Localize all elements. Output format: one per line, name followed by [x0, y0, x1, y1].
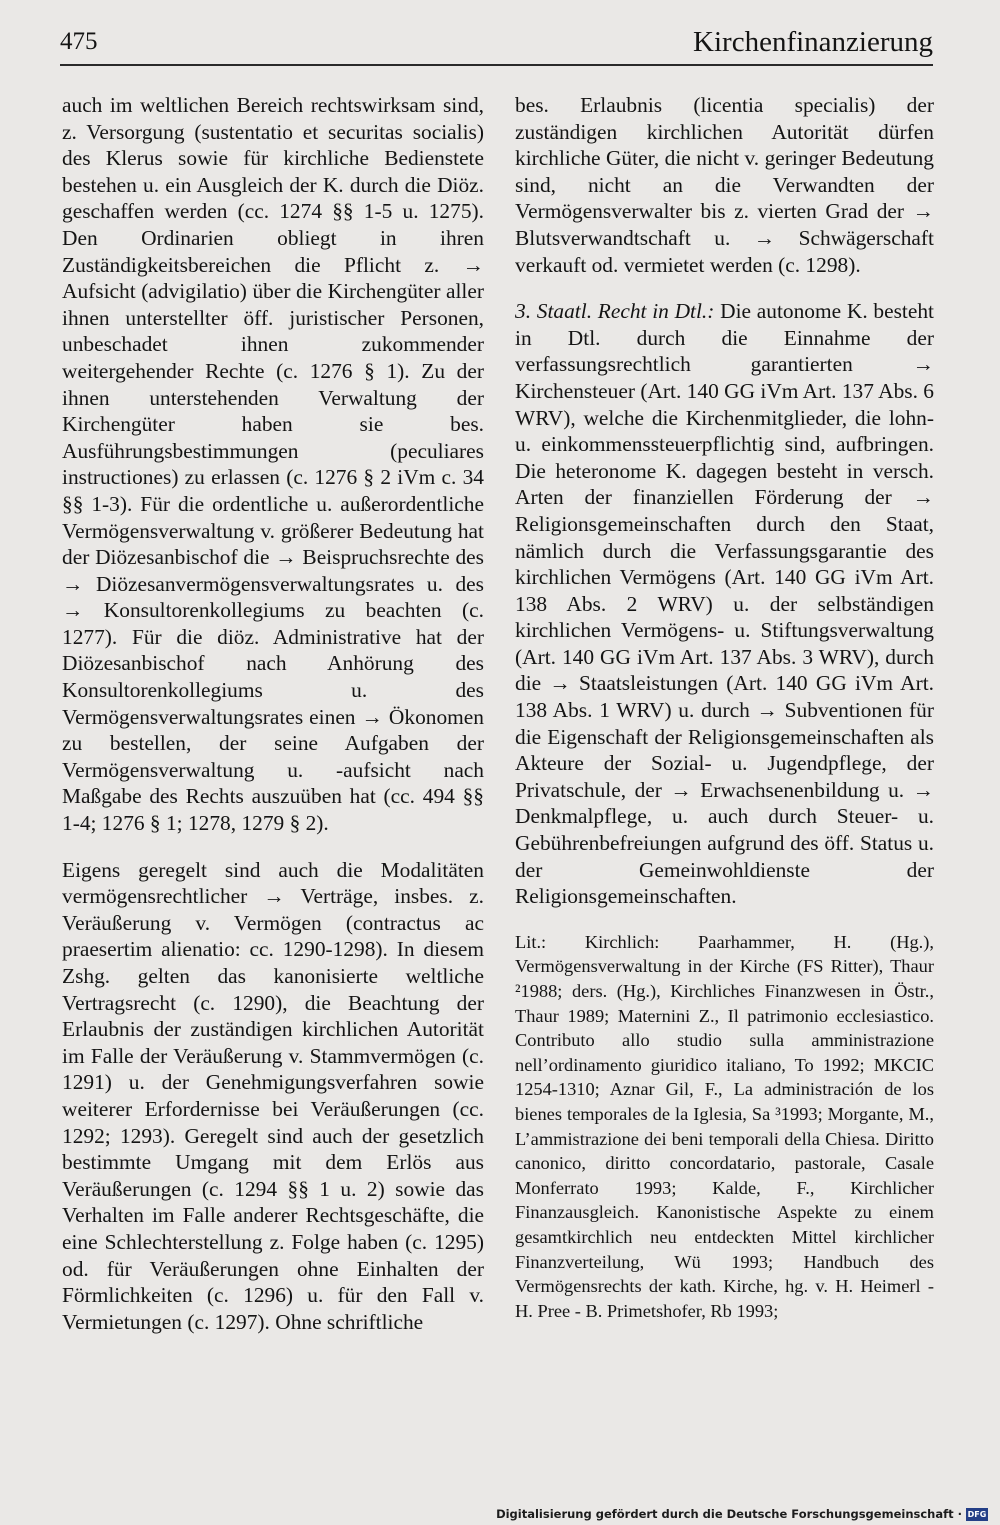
section-heading: 3. Staatl. Recht in Dtl.: [515, 299, 715, 324]
left-column [62, 92, 484, 1335]
paragraph: Eigens geregelt sind auch die Modalitäten vermögensrechtlicher → Verträge, insbes. z. Veräußerung v. Vermögen (contractus ac praesertim alienatio: cc. 1290-1298). In diesem Zshg. gelten das kanonisierte weltliche Vertragsrecht (c. 1290), die Beachtung der Erlaubnis der zuständigen kirchlichen Autorität im Falle der Veräußerung v. Stammvermögen (c. 1291) u. der Genehmigungsverfahren sowie weiterer Erfordernisse bei Veräußerungen (cc. 1292; 1293). Geregelt sind auch der gesetzlich bestimmte Umgang mit dem Erlös aus Veräußerungen (c. 1294 §§ 1 u. 2) sowie das Verhalten im Falle anderer Rechtsgeschäfte, die eine Schlechterstellung z. Folge haben (c. 1295) od. für Veräußerungen ohne Einhalten der Förmlichkeiten (c. 1296) u. für den Fall v. Vermietungen (c. 1297). Ohne schriftliche [62, 857, 484, 1334]
literature-block [515, 930, 934, 1324]
paragraph: auch im weltlichen Bereich rechtswirksam sind, z. Versorgung (sustentatio et securitas socialis) des Klerus sowie für kirchliche Bedienstete bestehen u. ein Ausgleich der K. durch die Diöz. geschaffen werden (cc. 1274 §§ 1-5 u. 1275). Den Ordinarien obliegt in ihren Zuständigkeitsbereichen die Pflicht z. → Aufsicht (advigilatio) über die Kirchengüter aller ihnen unterstellter öff. juristischer Personen, unbeschadet ihnen zukommender weitergehender Rechte (c. 1276 § 1). Zu der ihnen unterstehenden Verwaltung der Kirchengüter haben sie bes. Ausführungsbestimmungen (peculiares instructiones) zu erlassen (c. 1276 § 2 iVm c. 34 §§ 1-3). Für die ordentliche u. außerordentliche Vermögensverwaltung v. größerer Bedeutung hat der Diözesanbischof die → Beispruchsrechte des → Diözesanvermögensverwaltungsrates u. des → Konsultorenkollegiums zu beachten (c. 1277). Für die diöz. Administrative hat der Diözesanbischof nach Anhörung des Konsultorenkollegiums u. des Vermögensverwaltungsrates einen → Ökonomen zu bestellen, der seine Aufgaben der Vermögensverwaltung u. -aufsicht nach Maßgabe des Rechts auszuüben hat (cc. 494 §§ 1-4; 1276 § 1; 1278, 1279 § 2). [62, 93, 484, 836]
section-text: Die autonome K. besteht in Dtl. durch die Einnahme der verfassungsrechtlich garantierten → Kirchensteuer (Art. 140 GG iVm Art. 137 Abs. 6 WRV), welche die Kirchenmitglieder, die lohn- u. einkommenssteuerpflichtig sind, aufbringen. Die heteronome K. dagegen besteht in versch. Arten der finanziellen Förderung der → Religionsgemeinschaften durch den Staat, nämlich durch die Verfassungsgarantie des kirchlichen Vermögens (Art. 140 GG iVm Art. 138 Abs. 2 WRV) u. der selbständigen kirchlichen Vermögens- u. Stiftungsverwaltung (Art. 140 GG iVm Art. 137 Abs. 3 WRV), durch die → Staatsleistungen (Art. 140 GG iVm Art. 138 Abs. 1 WRV) u. durch → Subventionen für die Eigenschaft der Religionsgemeinschaften als Akteure der Sozial- u. Jugendpflege, der Privatschule, der → Erwachsenenbildung u. → Denkmalpflege, u. auch durch Steuer- u. Gebührenbefreiungen aufgrund des öff. Status u. der Gemeinwohldienste der Religionsgemeinschaften. [515, 299, 934, 909]
digitization-footer [496, 1506, 988, 1522]
page-header [60, 26, 933, 66]
paragraph: bes. Erlaubnis (licentia specialis) der zuständigen kirchlichen Autorität dürfen kirchliche Güter, die nicht v. geringer Bedeutung sind, nicht an die Verwandten der Vermögensverwalter bis z. vierten Grad der → Blutsverwandtschaft u. → Schwägerschaft verkauft od. vermietet werden (c. 1298). [515, 93, 934, 277]
digitization-credit: Digitalisierung gefördert durch die Deutsche Forschungsgemeinschaft · [496, 1507, 962, 1521]
right-column [515, 92, 934, 1323]
literature-list: Lit.: Kirchlich: Paarhammer, H. (Hg.), Vermögensverwaltung in der Kirche (FS Ritter), Thaur ²1988; ders. (Hg.), Kirchliches Finanzwesen in Östr., Thaur 1989; Maternini Z., Il patrimonio ecclesiastico. Contributo allo studio sulla amministrazione nell’ordinamento giuridico italiano, To 1992; MKCIC 1254-1310; Aznar Gil, F., La administración de los bienes temporales de la Iglesia, Sa ³1993; Morgante, M., L’ammistrazione dei beni temporali della Chiesa. Diritto canonico, diritto concordatario, pastorale, Casale Monferrato 1993; Kalde, F., Kirchlicher Finanzausgleich. Kanonistische Aspekte zu einem gesamtkirchlich neu entdeckten Mittel kirchlicher Finanzverteilung, Wü 1993; Handbuch des Vermögensrechts der kath. Kirche, hg. v. H. Heimerl - H. Pree - B. Primetshofer, Rb 1993; [515, 931, 934, 1321]
dfg-logo-icon: DFG [967, 1509, 987, 1519]
page-number: 475 [60, 28, 98, 55]
section-paragraph [515, 298, 934, 910]
running-title: Kirchenfinanzierung [693, 26, 933, 58]
